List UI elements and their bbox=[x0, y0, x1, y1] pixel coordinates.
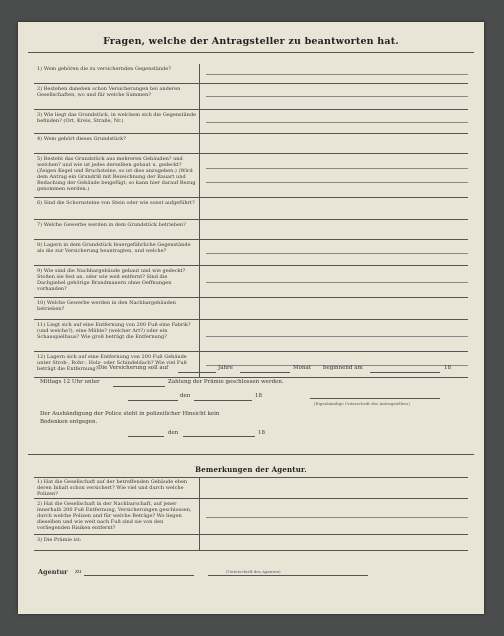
question-row bbox=[34, 134, 468, 154]
start-date-field[interactable] bbox=[370, 372, 440, 373]
insurance-text-e: 18 bbox=[444, 365, 451, 371]
police-clearance-text: Der Aushändigung der Police steht in polizeilicher Hinsicht kein Bedenken entgegen. bbox=[40, 411, 220, 425]
answer-line bbox=[206, 517, 468, 518]
answer-line bbox=[206, 122, 468, 123]
question-text: 1) Wem gehören die zu versichernden Gegenstände? bbox=[34, 64, 200, 83]
question-text: 11) Liegt sich auf eine Entfernung von 200 Fuß eine Fabrik? (und welche?), eine Mühle? (welcher Art?) oder ein Schauspielhaus? Wie groß beträgt die Entfernung? bbox=[34, 320, 200, 351]
title-divider bbox=[28, 52, 474, 53]
payment-field[interactable] bbox=[113, 386, 165, 387]
question-text: 7) Welche Gewerbe werden in dem Grundstück betrieben? bbox=[34, 220, 200, 239]
insurance-text-d: beginnend am bbox=[323, 365, 363, 371]
clearance-place-field[interactable] bbox=[128, 436, 164, 437]
answer-area[interactable] bbox=[202, 84, 468, 109]
remark-row bbox=[34, 535, 468, 551]
date-field[interactable] bbox=[194, 400, 252, 401]
answer-area[interactable] bbox=[202, 240, 468, 265]
remark-row bbox=[34, 499, 468, 535]
agent-signature-field[interactable] bbox=[208, 575, 368, 576]
insurance-text-j: den bbox=[168, 430, 179, 436]
question-row bbox=[34, 110, 468, 134]
question-text: 12) Lagern sich auf eine Entfernung von 200 Fuß Gebäude unter Stroh-, Rohr-, Holz- oder Schindeldach? Wie viel Fuß beträgt die Entfernung? bbox=[34, 352, 200, 377]
remark-text: 1) Hat die Gesellschaft auf der betreffenden Gebäude eben deren Inhalt schon versichert? Wie viel und durch welche Polizen? bbox=[34, 477, 200, 498]
agency-zu: zu bbox=[75, 569, 82, 575]
answer-area[interactable] bbox=[202, 266, 468, 297]
answer-area[interactable] bbox=[202, 320, 468, 351]
years-field[interactable] bbox=[178, 372, 216, 373]
remark-answer-area[interactable] bbox=[202, 477, 468, 498]
question-row bbox=[34, 240, 468, 266]
insurance-text-b: Jahre bbox=[218, 365, 233, 371]
form-sheet bbox=[18, 22, 484, 614]
agency-label: Agentur bbox=[38, 568, 68, 576]
answer-area[interactable] bbox=[202, 110, 468, 133]
question-row bbox=[34, 220, 468, 240]
answer-line bbox=[206, 282, 468, 283]
form-title: Fragen, welche der Antragsteller zu beantworten hat. bbox=[103, 36, 399, 47]
answer-area[interactable] bbox=[202, 64, 468, 83]
insurance-text-a: Die Versicherung soll auf bbox=[98, 365, 169, 371]
remark-text: 2) Hat die Gesellschaft in der Nachbarschaft, auf jener innerhalb 200 Fuß Entfernung, Versicherungen geschlossen, durch welche Polizen und für welche Beträge? Wo liegen dieselben und wie weit nach Fuß sind sie von den vorliegenden Risiken entfernt? bbox=[34, 499, 200, 534]
question-row bbox=[34, 320, 468, 352]
insurance-text-f: Mittags 12 Uhr unter bbox=[40, 379, 100, 385]
section-divider bbox=[28, 454, 474, 455]
answer-area[interactable] bbox=[202, 198, 468, 219]
signature-field[interactable] bbox=[310, 398, 440, 399]
question-text: 10) Welche Gewerbe werden in den Nachbargebäuden betrieben? bbox=[34, 298, 200, 319]
question-text: 8) Lagern in dem Grundstück feuergefährliche Gegenstände als die zur Versicherung beantragten, und welche? bbox=[34, 240, 200, 265]
question-text: 9) Wie sind die Nachbargebäude gebaut und wie gedeckt? Stoßen sie fest an, oder wie weit entfernt? Sind die Dachgiebel gehörige Brandmauern ohne Oeffnungen vorhanden? bbox=[34, 266, 200, 297]
question-text: 6) Sind die Schornsteine von Stein oder wie sonst aufgeführt? bbox=[34, 198, 200, 219]
remark-answer-area[interactable] bbox=[202, 535, 468, 550]
question-text: 3) Wie liegt das Grundstück, in welchem sich die Gegenstände befinden? (Ort, Kreis, Straße, Nr.) bbox=[34, 110, 200, 133]
answer-line bbox=[206, 182, 468, 183]
question-text: 4) Wem gehört dieses Grundstück? bbox=[34, 134, 200, 153]
agent-signature-note: (Unterschrift des Agenten) bbox=[226, 569, 281, 574]
answer-line bbox=[206, 74, 468, 75]
question-row bbox=[34, 84, 468, 110]
insurance-text-g: Zahlung der Prämie geschlossen werden. bbox=[168, 379, 284, 385]
question-text: 5) Besteht das Grundstück aus mehreren Gebäuden? und welchen? und wie ist jedes derselben gebaut u. gedeckt? (Zeigen Kegel und Bruchsteine, so ist dies anzugeben.) (Wird dem Antrag ein Grundriß mit Bezeichnung der Bauart und Bedachung der Gebäude beigefügt, so kann hier darauf Bezug genommen werden.) bbox=[34, 154, 200, 197]
answer-line bbox=[206, 253, 468, 254]
remark-answer-area[interactable] bbox=[202, 499, 468, 534]
months-field[interactable] bbox=[240, 372, 290, 373]
answer-area[interactable] bbox=[202, 134, 468, 153]
signature-note: (Eigenhändige Unterschrift des Antragstellers) bbox=[314, 401, 410, 406]
answer-line bbox=[206, 96, 468, 97]
insurance-text-i: 18 bbox=[255, 393, 262, 399]
agency-place-field[interactable] bbox=[84, 575, 194, 576]
place-field[interactable] bbox=[128, 400, 178, 401]
answer-line bbox=[206, 336, 468, 337]
answer-area[interactable] bbox=[202, 154, 468, 197]
question-row bbox=[34, 198, 468, 220]
question-row bbox=[34, 64, 468, 84]
question-text: 2) Bestehen daneben schon Versicherungen bei anderen Gesellschaften, wo und für welche Summen? bbox=[34, 84, 200, 109]
clearance-date-field[interactable] bbox=[183, 436, 255, 437]
remark-text: 3) Die Prämie ist: bbox=[34, 535, 200, 550]
question-row bbox=[34, 298, 468, 320]
remark-row bbox=[34, 477, 468, 499]
question-row bbox=[34, 266, 468, 298]
answer-area[interactable] bbox=[202, 220, 468, 239]
answer-area[interactable] bbox=[202, 298, 468, 319]
insurance-text-k: 18 bbox=[258, 430, 265, 436]
answer-line bbox=[206, 168, 468, 169]
insurance-text-h: den bbox=[180, 393, 191, 399]
remarks-title: Bemerkungen der Agentur. bbox=[195, 465, 307, 474]
insurance-text-c: Monat bbox=[293, 365, 311, 371]
question-row bbox=[34, 154, 468, 198]
